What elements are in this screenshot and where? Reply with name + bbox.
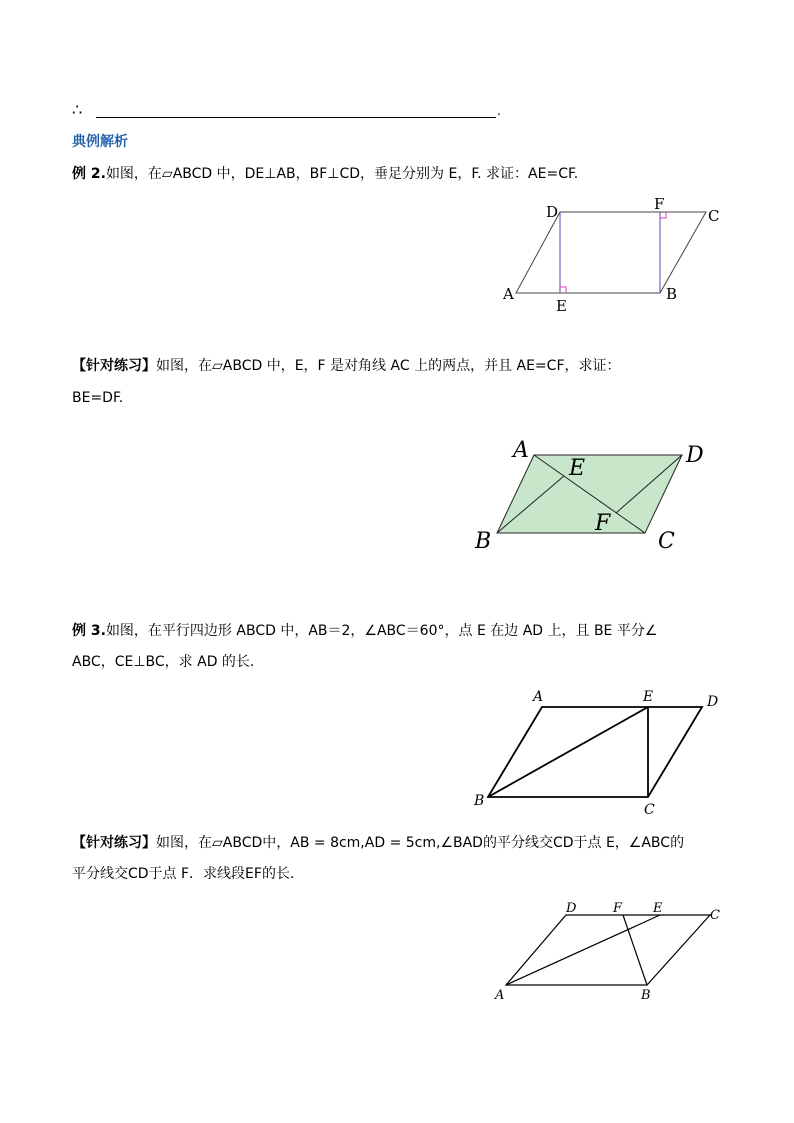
label-b: B xyxy=(475,529,492,554)
example2-figure xyxy=(500,195,730,320)
parallelogram-abcd xyxy=(488,707,702,797)
segment-ae xyxy=(506,915,660,985)
label-a: A xyxy=(503,285,514,303)
example3-label: 例 3. xyxy=(72,623,106,639)
example3-figure xyxy=(470,685,730,820)
label-f: F xyxy=(613,901,623,916)
label-f: F xyxy=(654,195,665,213)
label-a: A xyxy=(533,689,544,705)
practice1-label: 【针对练习】 xyxy=(72,358,156,374)
example3-statement-line1 xyxy=(72,621,657,641)
label-a: A xyxy=(495,988,505,1003)
label-d: D xyxy=(707,694,719,710)
practice2-statement-line1 xyxy=(72,833,684,853)
section-heading: 典例解析 xyxy=(72,134,128,150)
example3-statement-line2: ABC，CE⊥BC，求 AD 的长. xyxy=(72,654,255,670)
example2-text: 如图，在▱ABCD 中，DE⊥AB，BF⊥CD，垂足分别为 E，F. 求证：AE=CF. xyxy=(105,166,579,182)
practice2-label: 【针对练习】 xyxy=(72,835,156,851)
example3-text-line1: 如图，在平行四边形 ABCD 中，AB＝2，∠ABC＝60°，点 E 在边 AD 上，且 BE 平分∠ xyxy=(105,623,658,639)
practice1-statement-line2: BE=DF. xyxy=(72,390,124,406)
label-c: C xyxy=(658,529,675,554)
label-b: B xyxy=(474,793,485,809)
parallelogram-abcd xyxy=(506,915,710,985)
label-e: E xyxy=(556,297,567,315)
answer-end-mark: . xyxy=(497,104,501,118)
label-f: F xyxy=(595,511,611,536)
label-c: C xyxy=(708,207,720,225)
practice1-figure xyxy=(470,435,720,560)
practice2-text-line1: 如图，在▱ABCD中，AB = 8cm,AD = 5cm,∠BAD的平分线交CD于点 E，∠ABC的 xyxy=(156,835,685,851)
practice1-text-line1: 如图，在▱ABCD 中，E，F 是对角线 AC 上的两点，并且 AE=CF，求证： xyxy=(156,358,621,374)
label-d: D xyxy=(546,203,559,221)
label-c: C xyxy=(710,908,720,923)
example2-label: 例 2. xyxy=(72,166,106,182)
practice2-figure xyxy=(490,895,730,1010)
segment-bf xyxy=(623,915,647,985)
practice2-statement-line2: 平分线交CD于点 F．求线段EF的长． xyxy=(72,866,304,882)
example2-statement xyxy=(72,164,578,184)
label-c: C xyxy=(644,802,655,818)
answer-blank-line[interactable] xyxy=(96,117,496,118)
label-e: E xyxy=(653,901,663,916)
label-e: E xyxy=(643,689,654,705)
right-angle-mark-e xyxy=(560,287,566,293)
practice1-statement-line1 xyxy=(72,356,621,376)
label-d: D xyxy=(686,443,704,468)
label-d: D xyxy=(566,901,577,916)
label-b: B xyxy=(641,988,651,1003)
parallelogram-abcd xyxy=(516,212,706,293)
label-e: E xyxy=(569,456,586,481)
label-a: A xyxy=(513,438,529,463)
segment-be xyxy=(488,707,648,797)
therefore-symbol: ∴ xyxy=(72,100,83,119)
label-b: B xyxy=(666,285,678,303)
